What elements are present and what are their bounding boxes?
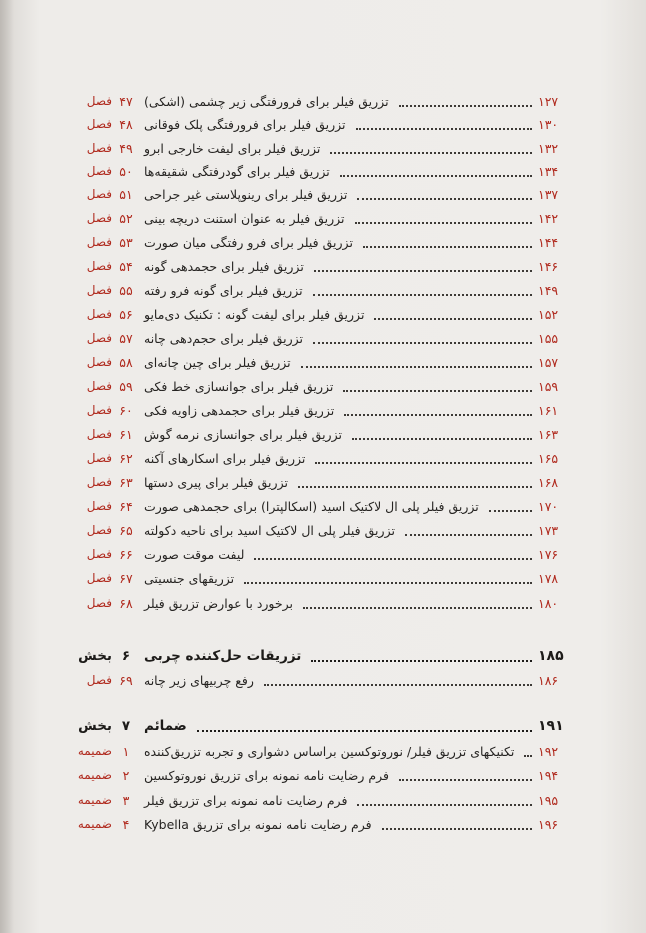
entry-kind: فصل	[86, 523, 112, 537]
dot-leader	[399, 104, 532, 107]
entry-kind: ضمیمه	[77, 768, 112, 782]
toc-chapter-row	[66, 567, 580, 589]
entry-number: ۵۲	[119, 210, 133, 226]
entry-number: ۵۵	[119, 282, 133, 298]
toc-chapter-row	[66, 351, 580, 373]
entry-title: تزریق فیلر پلی ال لاکتیک اسید (اسکالپترا) برای حجمدهی صورت	[144, 498, 479, 514]
entry-page-number: ۱۶۱	[538, 402, 559, 418]
entry-page-number: ۱۶۳	[538, 426, 559, 442]
entry-title: فرم رضایت نامه نمونه برای تزریق نوروتوکسین	[144, 767, 389, 783]
entry-title: تزریق فیلر برای فرو رفتگی میان صورت	[144, 234, 353, 250]
entry-kind: فصل	[86, 259, 112, 273]
entry-number: ۶۰	[119, 402, 133, 418]
dot-leader	[356, 127, 532, 130]
dot-leader	[343, 389, 532, 392]
page-gutter-shadow	[0, 0, 14, 933]
entry-page-number: ۱۳۲	[538, 140, 559, 156]
entry-page-number: ۱۹۱	[538, 718, 564, 734]
entry-number: ۶۱	[119, 426, 133, 442]
entry-page-number: ۱۳۴	[538, 163, 559, 179]
toc-chapter-row	[66, 255, 580, 277]
entry-kind: فصل	[86, 355, 112, 369]
entry-kind: فصل	[86, 187, 112, 201]
dot-leader	[489, 509, 532, 512]
entry-page-number: ۱۳۷	[538, 186, 559, 202]
entry-number: ۲	[122, 767, 130, 783]
entry-kind: فصل	[86, 211, 112, 225]
entry-kind: فصل	[86, 571, 112, 585]
entry-number: ۵۶	[119, 306, 133, 322]
entry-page-number: ۱۴۲	[538, 210, 559, 226]
entry-title: تزریق فیلر برای فرورفتگی پلک فوقانی	[144, 116, 346, 132]
entry-title: ضمائم	[144, 718, 187, 734]
dot-leader	[313, 293, 532, 296]
entry-number: ۶۶	[119, 546, 133, 562]
entry-number: ۵۳	[119, 234, 133, 250]
entry-title: تزریق فیلر برای جوانسازی خط فکی	[144, 378, 334, 394]
toc-chapter-row	[66, 375, 580, 397]
entry-kind: ضمیمه	[77, 817, 112, 831]
entry-title: فرم رضایت نامه نمونه برای تزریق فیلر	[144, 792, 348, 808]
entry-page-number: ۱۴۹	[538, 282, 559, 298]
entry-number: ۷	[121, 718, 131, 734]
entry-page-number: ۱۹۵	[538, 792, 559, 808]
entry-number: ۶۹	[119, 672, 133, 688]
toc-chapter-row	[66, 207, 580, 229]
dot-leader	[405, 533, 532, 536]
entry-page-number: ۱۵۷	[538, 354, 559, 370]
toc-chapter-row	[66, 399, 580, 421]
dot-leader	[244, 581, 532, 584]
entry-page-number: ۱۶۸	[538, 474, 559, 490]
entry-title: لیفت موقت صورت	[144, 546, 245, 562]
toc-chapter-row	[66, 740, 580, 762]
dot-leader	[330, 151, 532, 154]
toc-chapter-row	[66, 137, 580, 159]
entry-number: ۵۷	[119, 330, 133, 346]
entry-page-number: ۱۷۰	[538, 498, 559, 514]
entry-page-number: ۱۸۵	[538, 648, 564, 664]
entry-page-number: ۱۷۸	[538, 570, 559, 586]
dot-leader	[340, 174, 532, 177]
entry-title: تزریق فیلر برای گودرفتگی شقیقه‌ها	[144, 163, 330, 179]
toc-chapter-row	[66, 160, 580, 182]
dot-leader	[314, 269, 532, 272]
entry-title: تکنیکهای تزریق فیلر/ نوروتوکسین براساس دشواری و تجربه تزریق‌کننده	[144, 743, 515, 759]
toc-chapter-row	[66, 592, 580, 614]
entry-title: تزریق فیلر برای گونه فرو رفته	[144, 282, 303, 298]
dot-leader	[352, 437, 532, 440]
entry-title: تزریق فیلر برای چین چانه‌ای	[144, 354, 291, 370]
entry-title: تزریقهای جنسیتی	[144, 570, 235, 586]
entry-title: تزریق فیلر برای فرورفتگی زیر چشمی (اشکی)	[144, 93, 389, 109]
entry-number: ۳	[122, 792, 130, 808]
entry-kind: فصل	[86, 547, 112, 561]
entry-page-number: ۱۸۰	[538, 595, 559, 611]
dot-leader	[357, 803, 532, 806]
entry-kind: بخش	[78, 718, 112, 734]
entry-title: تزریق فیلر برای رینوپلاستی غیر جراحی	[144, 186, 348, 202]
dot-leader	[355, 221, 532, 224]
entry-page-number: ۱۶۵	[538, 450, 559, 466]
entry-number: ۶۲	[119, 450, 133, 466]
toc-chapter-row	[66, 423, 580, 445]
entry-page-number: ۱۴۴	[538, 234, 559, 250]
entry-kind: فصل	[86, 307, 112, 321]
entry-kind: فصل	[86, 403, 112, 417]
toc-chapter-row	[66, 303, 580, 325]
entry-title: تزریق فیلر برای اسکارهای آکنه	[144, 450, 306, 466]
entry-page-number: ۱۷۳	[538, 522, 559, 538]
dot-leader	[315, 461, 532, 464]
toc-chapter-row	[66, 231, 580, 253]
toc-chapter-row	[66, 495, 580, 517]
entry-number: ۶۴	[119, 498, 133, 514]
entry-kind: فصل	[86, 475, 112, 489]
toc-chapter-row	[66, 813, 580, 835]
entry-number: ۴۸	[119, 116, 133, 132]
entry-title: تزریق فیلر برای جوانسازی نرمه گوش	[144, 426, 342, 442]
entry-title: تزریق فیلر برای حجمدهی گونه	[144, 258, 304, 274]
entry-page-number: ۱۳۰	[538, 116, 559, 132]
entry-kind: فصل	[86, 94, 112, 108]
toc-chapter-row	[66, 279, 580, 301]
entry-page-number: ۱۸۶	[538, 672, 559, 688]
entry-title: تزریق فیلر برای لیفت گونه : تکنیک دی‌مایو	[144, 306, 365, 322]
entry-kind: فصل	[86, 117, 112, 131]
entry-number: ۵۸	[119, 354, 133, 370]
entry-number: ۴	[122, 816, 130, 832]
toc-chapter-row	[66, 327, 580, 349]
toc-chapter-row	[66, 447, 580, 469]
dot-leader	[524, 754, 532, 757]
entry-title: تزریقات حل‌کننده چربی	[144, 648, 302, 664]
toc-chapter-row	[66, 183, 580, 205]
entry-kind: فصل	[86, 427, 112, 441]
entry-kind: ضمیمه	[77, 744, 112, 758]
entry-page-number: ۱۵۵	[538, 330, 559, 346]
entry-page-number: ۱۷۶	[538, 546, 559, 562]
dot-leader	[264, 683, 532, 686]
dot-leader	[298, 485, 532, 488]
entry-kind: فصل	[86, 235, 112, 249]
dot-leader	[311, 659, 532, 662]
entry-title: تزریق فیلر برای لیفت خارجی ابرو	[144, 140, 321, 156]
entry-title: تزریق فیلر برای حجمدهی زاویه فکی	[144, 402, 335, 418]
dot-leader	[399, 778, 532, 781]
entry-kind: ضمیمه	[77, 793, 112, 807]
entry-page-number: ۱۹۴	[538, 767, 559, 783]
entry-kind: فصل	[86, 331, 112, 345]
entry-kind: بخش	[78, 648, 112, 664]
toc-part-row	[66, 715, 580, 737]
entry-page-number: ۱۹۲	[538, 743, 559, 759]
entry-number: ۵۴	[119, 258, 133, 274]
toc-chapter-row	[66, 669, 580, 691]
entry-number: ۶۷	[119, 570, 133, 586]
entry-page-number: ۱۹۶	[538, 816, 559, 832]
dot-leader	[197, 729, 532, 732]
entry-kind: فصل	[86, 451, 112, 465]
toc-chapter-row	[66, 519, 580, 541]
entry-number: ۶۸	[119, 595, 133, 611]
entry-kind: فصل	[86, 379, 112, 393]
entry-title: فرم رضایت نامه نمونه برای تزریق Kybella	[144, 816, 372, 832]
toc-chapter-row	[66, 789, 580, 811]
entry-number: ۴۷	[119, 93, 133, 109]
entry-title: برخورد با عوارض تزریق فیلر	[144, 595, 293, 611]
entry-page-number: ۱۲۷	[538, 93, 559, 109]
entry-number: ۱	[122, 743, 130, 759]
entry-title: تزریق فیلر برای پیری دستها	[144, 474, 288, 490]
toc-chapter-row	[66, 113, 580, 135]
entry-number: ۵۰	[119, 163, 133, 179]
entry-kind: فصل	[86, 673, 112, 687]
entry-page-number: ۱۵۲	[538, 306, 559, 322]
dot-leader	[363, 245, 532, 248]
dot-leader	[303, 606, 532, 609]
toc-chapter-row	[66, 471, 580, 493]
entry-number: ۶۳	[119, 474, 133, 490]
entry-kind: فصل	[86, 283, 112, 297]
entry-number: ۴۹	[119, 140, 133, 156]
entry-title: تزریق فیلر پلی ال لاکتیک اسید برای ناحیه دکولته	[144, 522, 395, 538]
entry-kind: فصل	[86, 141, 112, 155]
dot-leader	[344, 413, 532, 416]
dot-leader	[301, 365, 532, 368]
entry-title: رفع چربیهای زیر چانه	[144, 672, 254, 688]
dot-leader	[357, 197, 532, 200]
entry-kind: فصل	[86, 499, 112, 513]
dot-leader	[374, 317, 532, 320]
toc-chapter-row	[66, 90, 580, 112]
entry-page-number: ۱۴۶	[538, 258, 559, 274]
entry-kind: فصل	[86, 164, 112, 178]
toc-chapter-row	[66, 543, 580, 565]
dot-leader	[313, 341, 532, 344]
dot-leader	[254, 557, 532, 560]
entry-title: تزریق فیلر برای حجم‌دهی چانه	[144, 330, 304, 346]
toc-chapter-row	[66, 764, 580, 786]
entry-number: ۶	[121, 648, 131, 664]
entry-number: ۵۹	[119, 378, 133, 394]
dot-leader	[382, 827, 532, 830]
entry-number: ۵۱	[119, 186, 133, 202]
entry-number: ۶۵	[119, 522, 133, 538]
entry-kind: فصل	[86, 596, 112, 610]
toc-part-row	[66, 645, 580, 667]
entry-title: تزریق فیلر به عنوان استنت دریچه بینی	[144, 210, 345, 226]
entry-page-number: ۱۵۹	[538, 378, 559, 394]
